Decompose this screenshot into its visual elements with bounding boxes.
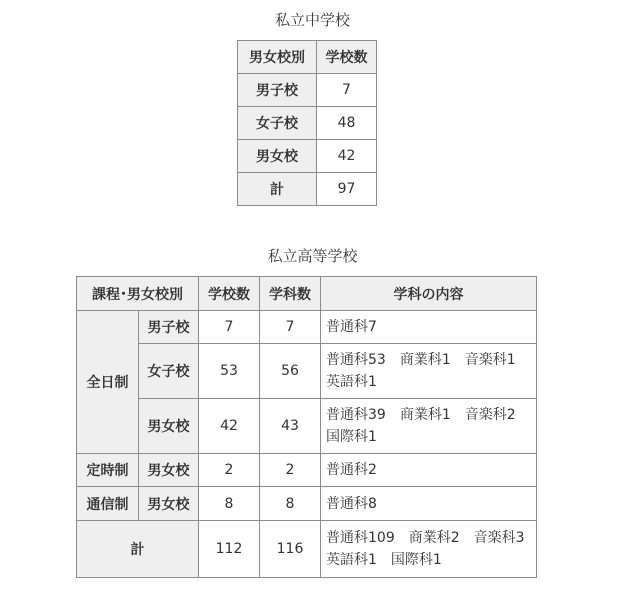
content-line: 普通科7 (326, 319, 377, 335)
total-school-count-cell: 112 (199, 521, 260, 578)
department-count-cell: 8 (260, 487, 321, 521)
department-content-cell (321, 344, 537, 399)
total-row (77, 521, 537, 578)
content-line: 国際科1 (326, 429, 377, 445)
column-header-gender-type: 男女校別 (238, 41, 317, 74)
total-row (238, 173, 377, 206)
table-row (77, 311, 537, 344)
high-school-title: 私立高等学校 (267, 247, 358, 265)
content-line: 普通科8 (326, 495, 377, 512)
department-count-cell: 56 (260, 344, 321, 399)
table-row (77, 454, 537, 487)
total-label: 計 (77, 521, 199, 578)
content-line: 英語科1 (326, 374, 377, 390)
column-header-course-gender: 課程･男女校別 (77, 277, 199, 311)
table-row (238, 107, 377, 140)
row-label: 女子校 (139, 344, 199, 399)
department-count-cell: 2 (260, 454, 321, 487)
row-label: 男女校 (139, 487, 199, 521)
row-label: 男女校 (139, 399, 199, 454)
column-header-school-count: 学校数 (317, 41, 377, 74)
junior-high-title: 私立中学校 (274, 11, 350, 29)
school-count-cell: 7 (199, 311, 260, 344)
school-count-cell: 7 (317, 74, 377, 107)
department-content-cell (321, 399, 537, 454)
table-row (238, 140, 377, 173)
group-label-correspondence: 通信制 (77, 487, 139, 521)
department-count-cell: 7 (260, 311, 321, 344)
school-count-cell: 53 (199, 344, 260, 399)
school-count-cell: 8 (199, 487, 260, 521)
content-line: 普通科53 商業科1 音楽科1 (326, 352, 516, 368)
total-school-count-cell: 97 (317, 173, 377, 206)
column-header-department-count: 学科数 (260, 277, 321, 311)
table-row (238, 74, 377, 107)
department-count-cell: 43 (260, 399, 321, 454)
school-count-cell: 42 (199, 399, 260, 454)
row-label: 男女校 (139, 454, 199, 487)
school-count-cell: 48 (317, 107, 377, 140)
total-label: 計 (238, 173, 317, 206)
table-header-row (238, 41, 377, 74)
row-label: 男女校 (238, 140, 317, 173)
department-content-cell (321, 454, 537, 487)
content-line: 普通科2 (326, 462, 377, 478)
table-row (77, 399, 537, 454)
department-content-cell (321, 311, 537, 344)
junior-high-table (237, 40, 377, 206)
total-department-count-cell: 116 (260, 521, 321, 578)
school-count-cell: 2 (199, 454, 260, 487)
table-row (77, 487, 537, 521)
table-header-row (77, 277, 537, 311)
department-content-cell (321, 487, 537, 521)
table-row (77, 344, 537, 399)
department-content-cell (321, 521, 537, 578)
group-label-parttime: 定時制 (77, 454, 139, 487)
row-label: 男子校 (238, 74, 317, 107)
high-school-table (76, 276, 537, 578)
column-header-department-content: 学科の内容 (321, 277, 537, 311)
content-line: 普通科109 商業科2 音楽科3 (326, 530, 525, 546)
content-line: 普通科39 商業科1 音楽科2 (326, 407, 516, 423)
group-label-fulltime: 全日制 (77, 311, 139, 454)
row-label: 女子校 (238, 107, 317, 140)
content-line: 英語科1 国際科1 (326, 552, 442, 568)
row-label: 男子校 (139, 311, 199, 344)
school-count-cell: 42 (317, 140, 377, 173)
column-header-school-count: 学校数 (199, 277, 260, 311)
